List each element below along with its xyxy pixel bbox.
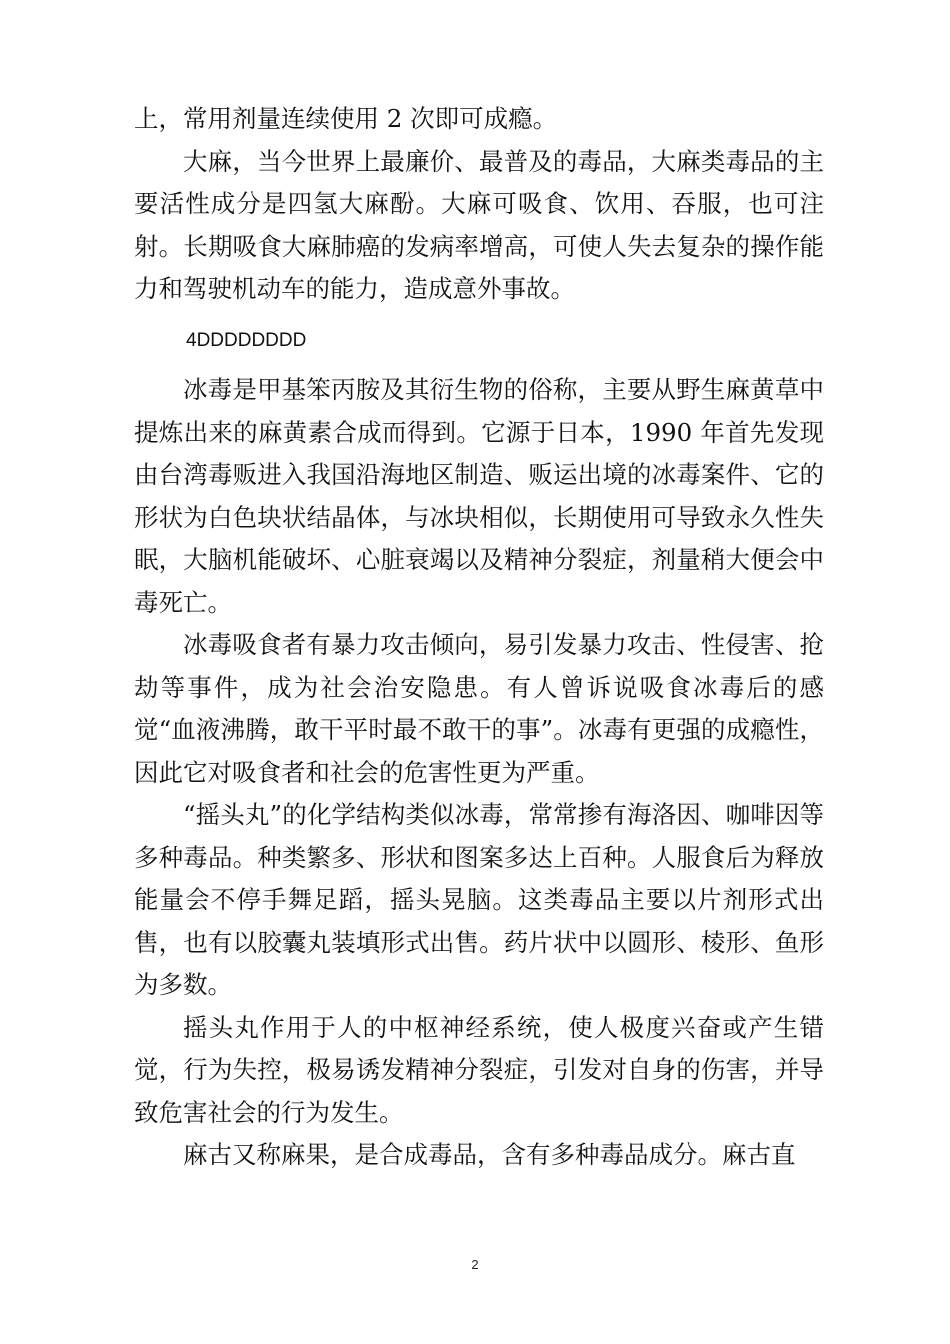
- paragraph-continuation: 上，常用剂量连续使用 2 次即可成瘾。: [134, 104, 558, 133]
- paragraph-ice-harm: 冰毒吸食者有暴力攻击倾向，易引发暴力攻击、性侵害、抢劫等事件，成为社会治安隐患。有人曾诉说吸食冰毒后的感觉“血液沸腾，敢干平时最不敢干的事”。冰毒有更强的成瘾性，因此它对吸食者和社会的危害性更为严重。: [134, 630, 824, 787]
- paragraph-cannabis: 大麻，当今世界上最廉价、最普及的毒品，大麻类毒品的主要活性成分是四氢大麻酚。大麻可吸食、饮用、吞服，也可注射。长期吸食大麻肺癌的发病率增高，可使人失去复杂的操作能力和驾驶机动车的能力，造成意外事故。: [134, 146, 824, 303]
- text-section-heading: [134, 320, 824, 367]
- text-section-bottom: [134, 369, 824, 1177]
- page-number: 2: [471, 1257, 479, 1272]
- paragraph-ecstasy-intro: “摇头丸”的化学结构类似冰毒，常常掺有海洛因、咖啡因等多种毒品。种类繁多、形状和图案多达上百种。人服食后为释放能量会不停手舞足蹈，摇头晃脑。这类毒品主要以片剂形式出售，也有以胶囊丸装填形式出售。药片状中以圆形、棱形、鱼形为多数。: [134, 800, 824, 999]
- section-heading: 4DDDDDDDD: [186, 330, 307, 351]
- paragraph-ecstasy-effects: 摇头丸作用于人的中枢神经系统，使人极度兴奋或产生错觉，行为失控，极易诱发精神分裂症，引发对自身的伤害，并导致危害社会的行为发生。: [134, 1012, 824, 1127]
- paragraph-magu: 麻古又称麻果，是合成毒品，含有多种毒品成分。麻古直: [183, 1140, 796, 1169]
- paragraph-ice-intro: 冰毒是甲基笨丙胺及其衍生物的俗称，主要从野生麻黄草中提炼出来的麻黄素合成而得到。它源于日本，1990 年首先发现由台湾毒贩进入我国沿海地区制造、贩运出境的冰毒案件、它的形状为白色块状结晶体，与冰块相似，长期使用可导致永久性失眠，大脑机能破坏、心脏衰竭以及精神分裂症，剂量稍大便会中毒死亡。: [134, 375, 824, 617]
- text-section-top: [134, 98, 824, 311]
